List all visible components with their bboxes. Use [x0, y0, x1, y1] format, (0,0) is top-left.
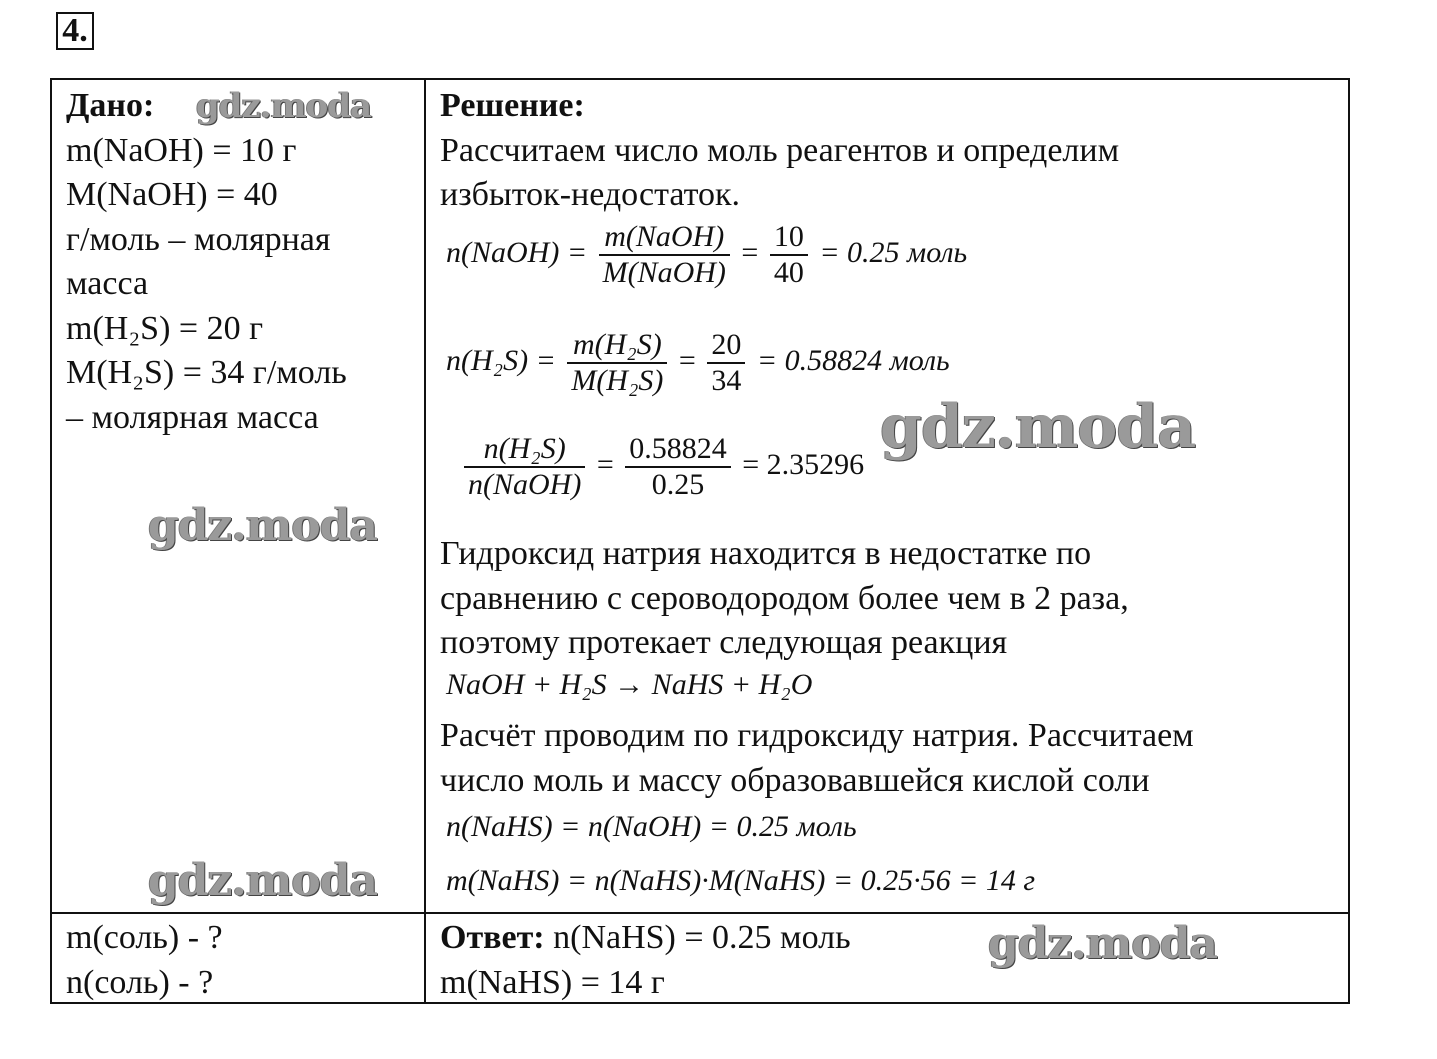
solution-text-line: сравнению с сероводородом более чем в 2 раза, — [440, 579, 1129, 617]
eq2-equals: = — [678, 343, 696, 377]
watermark: gdz.moda — [148, 500, 378, 551]
find-line: n(соль) - ? — [66, 963, 214, 1001]
eq1-result: = 0.25 моль — [819, 235, 968, 269]
watermark: gdz.moda — [988, 918, 1218, 969]
solution-cell — [440, 84, 1340, 218]
eq2-value-num: 20 — [707, 328, 745, 364]
equation-m-nahs: m(NaHS) = n(NaHS)·M(NaHS) = 0.25·56 = 14 г — [446, 864, 1036, 897]
equation-n-nahs: n(NaHS) = n(NaOH) = 0.25 моль — [446, 810, 857, 843]
solution-text-line: число моль и массу образовавшейся кислой соли — [440, 761, 1150, 799]
solution-intro-line: Рассчитаем число моль реагентов и определим — [440, 131, 1120, 169]
equation-n-naoh — [446, 220, 967, 290]
eq3-value-num: 0.58824 — [625, 432, 731, 468]
solution-text-line: поэтому протекает следующая реакция — [440, 624, 1008, 661]
answer-value-1: n(NaHS) = 0.25 моль — [553, 919, 851, 956]
problem-number: 4. — [56, 12, 94, 50]
solution-intro-line: избыток-недостаток. — [440, 176, 741, 213]
eq1-value-fraction — [770, 220, 808, 290]
eq3-value-fraction — [625, 432, 731, 502]
eq3-numerator: n(H₂S) — [464, 432, 585, 468]
eq1-fraction — [599, 220, 730, 290]
eq2-numerator: m(H₂S) — [567, 328, 667, 364]
eq3-denominator: n(NaOH) — [468, 468, 582, 501]
equation-n-h2s — [446, 328, 950, 398]
watermark: gdz.moda — [148, 855, 378, 906]
eq1-value-num: 10 — [770, 220, 808, 256]
watermark: gdz.moda — [196, 86, 372, 126]
equation-ratio — [460, 432, 864, 502]
given-line: m(H₂S) = 20 г — [66, 309, 264, 347]
given-line: m(NaOH) = 10 г — [66, 131, 297, 169]
eq1-value-den: 40 — [773, 256, 804, 289]
eq1-lhs: n(NaOH) = — [446, 235, 588, 269]
eq2-denominator: M(H₂S) — [571, 364, 664, 397]
eq2-result: = 0.58824 моль — [756, 343, 950, 377]
eq3-result: = 2.35296 — [742, 447, 865, 481]
row-divider — [52, 912, 1348, 914]
find-cell — [66, 916, 416, 1005]
eq2-value-fraction — [707, 328, 745, 398]
answer-value-2: m(NaHS) = 14 г — [440, 963, 665, 1001]
eq2-fraction — [567, 328, 667, 398]
solution-text-line: Расчёт проводим по гидроксиду натрия. Рассчитаем — [440, 717, 1194, 754]
given-cell — [66, 84, 416, 440]
eq2-lhs: n(H₂S) = — [446, 343, 556, 377]
eq1-denominator: M(NaOH) — [602, 256, 726, 289]
given-header: Дано: — [66, 87, 155, 124]
solution-text-block-2 — [440, 714, 1340, 803]
solution-header: Решение: — [440, 87, 585, 124]
eq3-fraction — [464, 432, 585, 502]
reaction-equation: NaOH + H₂S → NaHS + H₂O — [446, 668, 813, 701]
given-line: – молярная масса — [66, 398, 319, 436]
solution-text-line: Гидроксид натрия находится в недостатке по — [440, 535, 1092, 572]
eq3-equals: = — [596, 447, 614, 481]
eq1-equals: = — [741, 235, 759, 269]
given-line: масса — [66, 265, 149, 302]
given-line: M(NaOH) = 40 — [66, 176, 278, 213]
eq2-value-den: 34 — [711, 364, 742, 397]
eq3-value-den: 0.25 — [651, 468, 705, 501]
find-line: m(соль) - ? — [66, 919, 223, 956]
column-divider — [424, 80, 426, 1002]
eq1-numerator: m(NaOH) — [599, 220, 730, 256]
given-line: M(H₂S) = 34 г/моль — [66, 354, 347, 391]
watermark: gdz.moda — [880, 392, 1196, 462]
solution-text-block — [440, 532, 1340, 666]
given-line: г/моль – молярная — [66, 220, 331, 258]
answer-label: Ответ: — [440, 919, 545, 956]
